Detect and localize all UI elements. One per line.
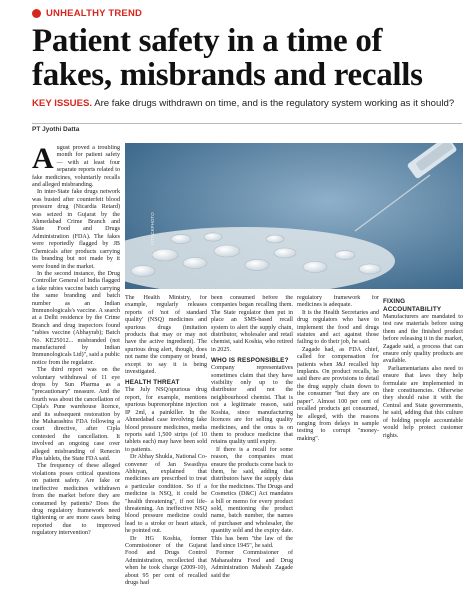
paragraph: In inter-State fake drugs network was busted after counterfeit blood pressure drug (Nicardia Retard) was seized in Gujarat by the Ahmedabad Crime Branch and State Food and Drugs Administration (FDA). The fakes were reportedly flagged by JB Chemicals after products carrying its branding but not made by it were found in the market. [32,189,120,270]
article-column-4 [297,295,379,597]
paragraph: regulatory framework for medicines is adequate. [297,295,379,309]
paragraph: Manufacturers are mandated to test raw materials before using them and the finished product before releasing it in the market, Zagade said, a process that can ensure only quality products are available. [383,314,463,365]
paragraph: Zagade had, as FDA chief, called for compensation for patients when J&J recalled hip implants. On product recalls, he said there are provisions to detail the drug supply chain down to the consumer "but they are on paper". Almost 100 per cent of recalled products get consumed, he alleged, with the reasons ranging from delays in sample testing to corrupt "money-making". [297,346,379,442]
photo-credit: ISTOCKPHOTO [150,212,155,245]
paragraph: Former Commissioner of Maharashtra Food and Drug Administration Mahesh Zagade said the [211,550,293,579]
byline: PT Jyothi Datta [32,123,462,133]
section-kicker [32,8,142,19]
subhead-who-is-responsible: WHO IS RESPONSIBLE? [211,357,289,365]
headline: Patient safety in a time of fakes, misbrands and recalls [32,23,423,93]
paragraph: Dr HG Koshia, former Commissioner of the Gujarat Food and Drugs Control Administration, recollected that when he took charge (2009-10), about 95 per cent of recalled drugs had [125,535,207,587]
deck [32,98,462,110]
article-column-3 [211,295,293,597]
paragraph: Parliamentarians also need to ensure that laws they help formulate are implemented in their constituencies. Otherwise they should raise it with the Central and State governments, he said, adding that this culture of holding people accountable would help protect customer rights. [383,365,463,439]
article-photo [125,143,463,289]
paragraph: been consumed before the companies began recalling them. The State regulator then put in place an SMS-based recall system to alert the supply chain, distributor, wholesaler and retail chemist, said Koshia, who retired in 2025. [211,295,293,353]
subhead-health-threat: HEALTH THREAT [125,379,180,387]
article-column-5 [383,295,463,597]
paragraph: It is the Health Secretaries and drug regulators who have to implement the food and drugs statutes and act against those failing to do their job, he said. [297,309,379,346]
paragraph: The frequency of these alleged violations poses critical questions on patient safety. Are fake or ineffective medicines withdrawn from the market before they are consumed by patients? Does the drug regulatory framework need tightening or are more cases being reported due to improved regulatory intervention? [32,463,120,537]
kicker-dot-icon [32,9,41,18]
kicker-label: UNHEALTHY TREND [46,8,143,19]
lead-paragraph: August proved a troubling month for patient safety — with at least four separate reports related to fake medicines, voluntarily recalls and alleged misbranding. [32,145,120,189]
article-column-1 [32,145,120,597]
paragraph: The third report was on the voluntary withdrawal of 11 eye drops by Sun Pharma as a "precautionary" measure. And the fourth was about the cancellation of Cipla's Pune warehouse licence, and its subsequent restoration by the Maharashtra FDA following a court directive, after Cipla contested the cancellation. It involved an ongoing case over alleged misbranding of Renecin Plus tablets, the State FDA said. [32,367,120,463]
deck-key: KEY ISSUES. [32,98,93,109]
dropcap: A [32,145,54,175]
paragraph: The July NSQ/spurious drug report, for example, mentions spurious buprenorphine injection IP 2ml, a painkiller. In the Ahmedabad case involving fake blood pressure medicines, media reports said 1,500 strips (of 10 tablets each) may have been sold to patients. [125,387,207,453]
paragraph: In the second instance, the Drug Controller General of India flagged a fake rabies vaccine batch carrying the same branding and batch number as an Indian Immunologicals's vaccine. A search at a Delhi residence by the Crime Branch and drug inspectors found "rabies vaccine (Abhayrab); Batch No. KE25012... misbranded (not manufactured by Indian Immunologicals Ltd)", said a public notice from the regulator. [32,270,120,366]
pills-syringe-illustration [125,143,463,289]
subhead-fixing-accountability: FIXING ACCOUNTABILITY [383,298,442,313]
deck-text: Are fake drugs withdrawn on time, and is the regulatory system working as it should? [92,98,455,109]
article-column-2 [125,295,207,597]
paragraph: The Health Ministry, for example, regularly releases reports of 'not of standard quality' (NSQ) medicines and spurious drugs (imitation products that may or may not have the active ingredient). The spurious drug alert, though, does not name the company or brand, except to say it is being investigated. [125,295,207,376]
paragraph: If there is a recall for some reason, the companies must ensure the products come back to them, he said, adding that distributors have the supply data for the medicines. The Drugs and Cosmetics (D&C) Act mandates a bill or memo for every product sold, mentioning the product name, batch number, the names of purchaser and wholesaler, the quantity sold and the expiry date. This has been "the law of the land since 1945", he said. [211,446,293,549]
paragraph: Dr Abhay Shukla, National Co-convener of Jan Swasthya Abhiyan, explained that medicines are prescribed to treat a particular condition. So if a medicine is NSQ, it could be "health threatening", if not life-threatening. An ineffective NSQ blood pressure medicine could lead to a stroke or heart attack, he pointed out. [125,454,207,535]
paragraph: Company representatives sometimes claim that they have visibility only up to the distributor and not the neighbourhood chemist. That is not a legitimate reason, said Koshia, since manufacturing licences are for selling quality medicines, and the onus is on them to produce medicine that retains quality until expiry. [211,365,293,446]
